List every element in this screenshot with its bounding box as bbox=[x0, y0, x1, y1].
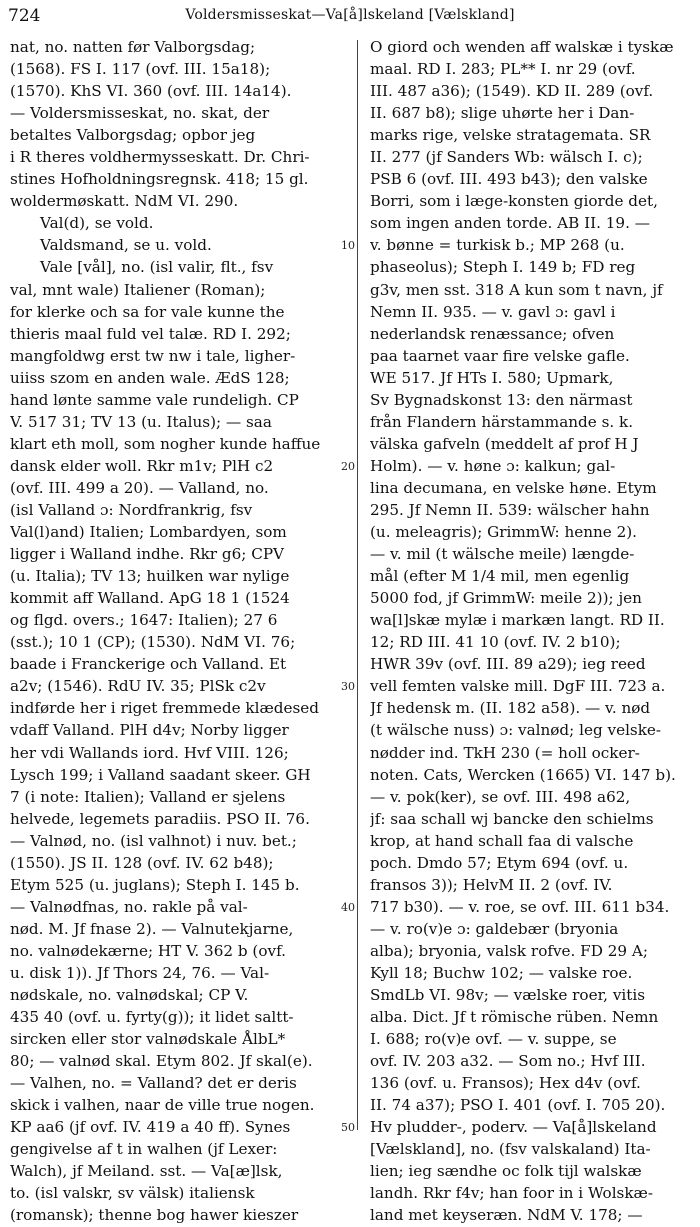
line-number-marker: 50 bbox=[341, 1121, 355, 1135]
text-line: for klerke och sa for vale kunne the bbox=[10, 302, 285, 321]
text-line: thieris maal fuld vel talæ. RD I. 292; bbox=[10, 324, 291, 343]
text-line: Kyll 18; Buchw 102; — valske roe. bbox=[370, 963, 633, 982]
text-line: 435 40 (ovf. u. fyrty(g)); it lidet saltt- bbox=[10, 1008, 294, 1027]
text-line: SmdLb VI. 98v; — vælske roer, vitis bbox=[370, 986, 646, 1005]
text-line: Lysch 199; i Valland saadant skeer. GH bbox=[10, 765, 311, 784]
text-line: kommit aff Walland. ApG 18 1 (1524 bbox=[10, 589, 290, 608]
text-line: mål (efter M 1/4 mil, men egenlig bbox=[370, 567, 630, 586]
text-line: g3v, men sst. 318 A kun som t navn, jf bbox=[370, 280, 663, 299]
text-line: noten. Cats, Wercken (1665) VI. 147 b). bbox=[370, 765, 676, 784]
text-line: som ingen anden torde. AB II. 19. — bbox=[370, 214, 650, 233]
text-line: från Flandern härstammande s. k. bbox=[370, 412, 634, 431]
text-line: Walch), jf Meiland. sst. — Va[æ]lsk, bbox=[10, 1162, 283, 1181]
text-line: klart eth moll, som nogher kunde haffue bbox=[10, 434, 321, 453]
text-line: a2v; (1546). RdU IV. 35; PlSk c2v bbox=[10, 677, 266, 696]
text-line: nat, no. natten før Valborgsdag; bbox=[10, 38, 256, 56]
text-line: marks rige, velske stratagemata. SR bbox=[370, 126, 651, 145]
text-line: 136 (ovf. u. Fransos); Hex d4v (ovf. bbox=[370, 1074, 641, 1093]
text-line: — Voldersmisseskat, no. skat, der bbox=[10, 104, 270, 123]
text-line: I. 688; ro(v)e ovf. — v. suppe, se bbox=[370, 1030, 617, 1049]
text-line: krop, at hand schall faa di valsche bbox=[370, 831, 634, 850]
text-line: phaseolus); Steph I. 149 b; FD reg bbox=[370, 258, 636, 277]
text-line: ovf. IV. 203 a32. — Som no.; Hvf III. bbox=[370, 1052, 646, 1071]
text-line: woldermøskatt. NdM VI. 290. bbox=[10, 192, 239, 211]
text-line: — v. ro(v)e ɔ: galdebær (bryonia bbox=[370, 919, 619, 938]
text-line: u. disk 1)). Jf Thors 24, 76. — Val- bbox=[10, 963, 270, 982]
text-line: KP aa6 (jf ovf. IV. 419 a 40 ff). Synes bbox=[10, 1118, 291, 1137]
text-line: poch. Dmdo 57; Etym 694 (ovf. u. bbox=[370, 853, 629, 872]
text-line: betaltes Valborgsdag; opbor jeg bbox=[10, 126, 256, 145]
text-line: 80; — valnød skal. Etym 802. Jf skal(e). bbox=[10, 1052, 313, 1071]
text-line: jf: saa schall wj bancke den schielms bbox=[370, 809, 654, 828]
text-line: Val(d), se vold. bbox=[40, 214, 154, 233]
text-line: II. 74 a37); PSO I. 401 (ovf. I. 705 20). bbox=[370, 1096, 666, 1115]
text-line: [Vælskland], no. (fsv valskaland) Ita- bbox=[370, 1140, 651, 1159]
text-line: (1568). FS I. 117 (ovf. III. 15a18); bbox=[10, 60, 271, 79]
text-line: 717 b30). — v. roe, se ovf. III. 611 b34. bbox=[370, 897, 670, 916]
text-line: — Valnødfnas, no. rakle på val- bbox=[10, 897, 248, 916]
text-line: (u. Italia); TV 13; huilken war nylige bbox=[10, 567, 290, 586]
text-line: nødder ind. TkH 230 (= holl ocker- bbox=[370, 743, 640, 762]
text-line: stines Hofholdningsregnsk. 418; 15 gl. bbox=[10, 170, 309, 189]
text-line: lien; ieg sændhe oc folk tijl walskæ bbox=[370, 1162, 642, 1181]
text-line: nød. M. Jf fnase 2). — Valnutekjarne, bbox=[10, 919, 294, 938]
text-line: dansk elder woll. Rkr m1v; PlH c2 bbox=[10, 456, 274, 475]
text-line: (t wälsche nuss) ɔ: valnød; leg velske- bbox=[370, 721, 662, 740]
text-line: wa[l]skæ mylæ i markæn langt. RD II. bbox=[370, 611, 665, 630]
text-line: (1550). JS II. 128 (ovf. IV. 62 b48); bbox=[10, 853, 274, 872]
line-number-marker: 40 bbox=[341, 900, 355, 914]
text-line: paa taarnet vaar fire velske gafle. bbox=[370, 346, 630, 365]
text-line: uiiss szom en anden wale. ÆdS 128; bbox=[10, 368, 290, 387]
text-line: — Valhen, no. = Valland? det er deris bbox=[10, 1074, 297, 1093]
page-number: 724 bbox=[8, 6, 41, 26]
text-line: (1570). KhS VI. 360 (ovf. III. 14a14). bbox=[10, 82, 292, 101]
text-line: vell femten valske mill. DgF III. 723 a. bbox=[370, 677, 666, 696]
text-line: baade i Franckerige och Valland. Et bbox=[10, 655, 287, 674]
text-line: Sv Bygnadskonst 13: den närmast bbox=[370, 390, 633, 409]
text-line: her vdi Wallands iord. Hvf VIII. 126; bbox=[10, 743, 289, 762]
text-line: (u. meleagris); GrimmW: henne 2). bbox=[370, 523, 638, 542]
text-line: Borri, som i læge-konsten giorde det, bbox=[370, 192, 658, 211]
text-line: og flgd. overs.; 1647: Italien); 27 6 bbox=[10, 611, 278, 630]
text-line: v. bønne = turkisk b.; MP 268 (u. bbox=[370, 236, 625, 255]
text-line: val, mnt wale) Italiener (Roman); bbox=[10, 280, 266, 299]
text-line: Valdsmand, se u. vold. bbox=[40, 236, 212, 255]
column-divider bbox=[357, 40, 358, 1130]
text-line: Etym 525 (u. juglans); Steph I. 145 b. bbox=[10, 875, 300, 894]
text-line: PSB 6 (ovf. III. 493 b43); den valske bbox=[370, 170, 648, 189]
text-line: III. 487 a36); (1549). KD II. 289 (ovf. bbox=[370, 82, 654, 101]
right-column bbox=[370, 36, 700, 1227]
text-line: hand lønte samme vale rundeligh. CP bbox=[10, 390, 299, 409]
text-line: O giord och wenden aff walskæ i tyskæ bbox=[370, 38, 674, 56]
text-line: Val(l)and) Italien; Lombardyen, som bbox=[10, 523, 287, 542]
text-line: — v. mil (t wälsche meile) længde- bbox=[370, 545, 635, 564]
text-line: — v. pok(ker), se ovf. III. 498 a62, bbox=[370, 787, 631, 806]
text-line: Nemn II. 935. — v. gavl ɔ: gavl i bbox=[370, 302, 616, 321]
text-line: (isl Valland ɔ: Nordfrankrig, fsv bbox=[10, 500, 253, 519]
text-line: alba. Dict. Jf t römische rüben. Nemn bbox=[370, 1008, 659, 1027]
text-line: välska gafveln (meddelt af prof H J bbox=[370, 434, 639, 453]
text-line: to. (isl valskr, sv välsk) italiensk bbox=[10, 1184, 255, 1203]
text-line: 5000 fod, jf GrimmW: meile 2)); jen bbox=[370, 589, 642, 608]
text-line: mangfoldwg erst tw nw i tale, ligher- bbox=[10, 346, 296, 365]
running-title: Voldersmisseskat—Va[å]lskeland [Vælskland] bbox=[185, 7, 515, 23]
text-line: no. valnødekærne; HT V. 362 b (ovf. bbox=[10, 941, 286, 960]
text-line: HWR 39v (ovf. III. 89 a29); ieg reed bbox=[370, 655, 646, 674]
text-line: 7 (i note: Italien); Valland er sjelens bbox=[10, 787, 286, 806]
text-line: 295. Jf Nemn II. 539: wälscher hahn bbox=[370, 500, 650, 519]
text-line: gengivelse af t in walhen (jf Lexer: bbox=[10, 1140, 278, 1159]
text-line: nødskale, no. valnødskal; CP V. bbox=[10, 986, 249, 1005]
line-number-marker: 30 bbox=[341, 680, 355, 694]
text-line: vdaff Valland. PlH d4v; Norby ligger bbox=[10, 721, 289, 740]
text-line: i R theres voldhermysseskatt. Dr. Chri- bbox=[10, 148, 310, 167]
text-line: Vale [vål], no. (isl valir, flt., fsv bbox=[40, 258, 274, 277]
text-line: landh. Rkr f4v; han foor in i Wolskæ- bbox=[370, 1184, 653, 1203]
text-line: II. 277 (jf Sanders Wb: wälsch I. c); bbox=[370, 148, 643, 167]
text-line: alba); bryonia, valsk rofve. FD 29 A; bbox=[370, 941, 648, 960]
text-line: ligger i Walland indhe. Rkr g6; CPV bbox=[10, 545, 285, 564]
text-line: II. 687 b8); slige uhørte her i Dan- bbox=[370, 104, 635, 123]
text-line: helvede, legemets paradiis. PSO II. 76. bbox=[10, 809, 310, 828]
text-line: Holm). — v. høne ɔ: kalkun; gal- bbox=[370, 456, 616, 475]
text-line: WE 517. Jf HTs I. 580; Upmark, bbox=[370, 368, 614, 387]
text-line: Hv pludder-, poderv. — Va[å]lskeland bbox=[370, 1118, 657, 1137]
text-line: Jf hedensk m. (II. 182 a58). — v. nød bbox=[370, 699, 651, 718]
text-line: 12; RD III. 41 10 (ovf. IV. 2 b10); bbox=[370, 633, 621, 652]
line-number-marker: 20 bbox=[341, 459, 355, 473]
text-line: lina decumana, en velske høne. Etym bbox=[370, 478, 657, 497]
text-line: indførde her i riget fremmede klædesed bbox=[10, 699, 319, 718]
text-line: nederlandsk renæssance; ofven bbox=[370, 324, 615, 343]
text-line: V. 517 31; TV 13 (u. Italus); — saa bbox=[10, 412, 272, 431]
text-line: — Valnød, no. (isl valhnot) i nuv. bet.; bbox=[10, 831, 297, 850]
left-column bbox=[10, 36, 345, 1227]
text-line: (romansk); thenne bog hawer kieszer bbox=[10, 1206, 299, 1225]
line-number-marker: 10 bbox=[341, 239, 355, 253]
page-header bbox=[8, 4, 692, 30]
text-line: fransos 3)); HelvM II. 2 (ovf. IV. bbox=[370, 875, 613, 894]
text-line: sircken eller stor valnødskale ÅlbL* bbox=[10, 1030, 286, 1049]
text-line: maal. RD I. 283; PL** I. nr 29 (ovf. bbox=[370, 60, 636, 79]
text-line: land met keyseræn. NdM V. 178; — bbox=[370, 1206, 643, 1225]
text-line: (ovf. III. 499 a 20). — Valland, no. bbox=[10, 478, 269, 497]
text-line: (sst.); 10 1 (CP); (1530). NdM VI. 76; bbox=[10, 633, 296, 652]
text-line: skick i valhen, naar de ville true nogen. bbox=[10, 1096, 315, 1115]
